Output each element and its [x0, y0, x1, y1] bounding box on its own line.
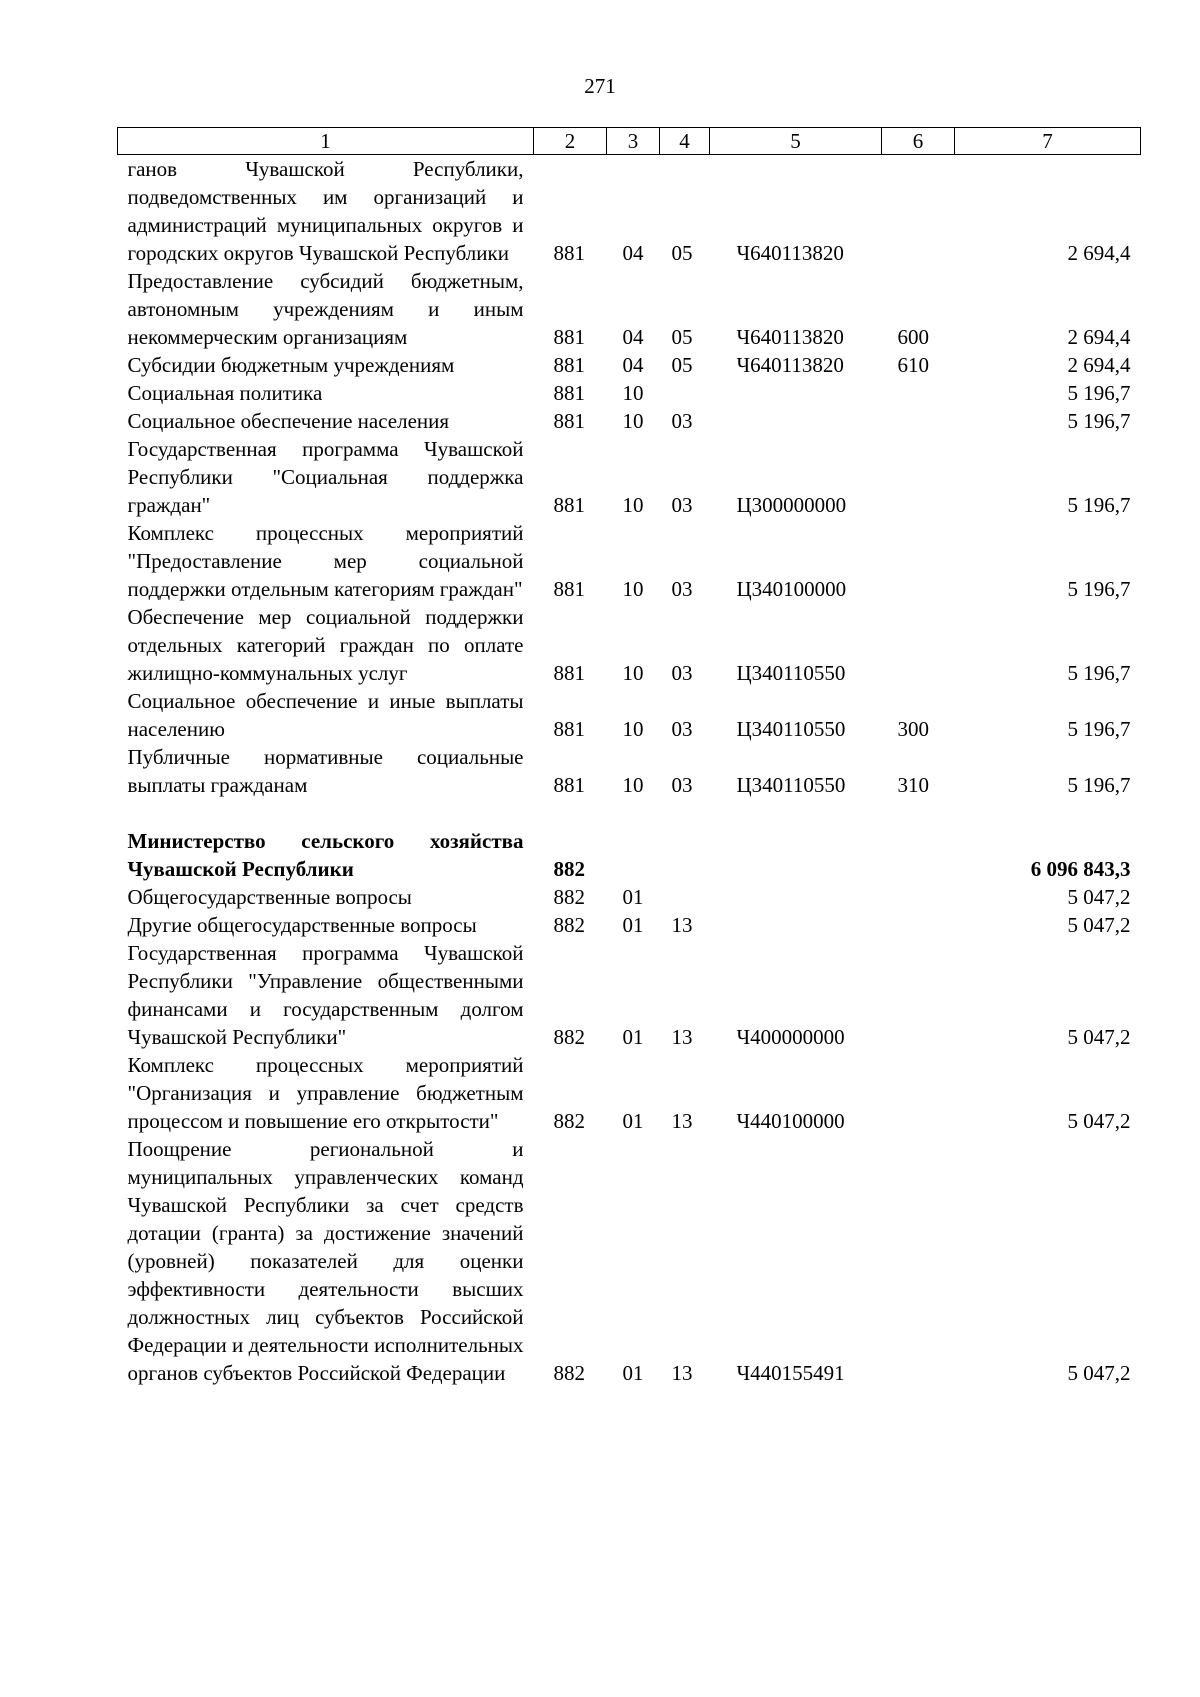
budget-table: [117, 127, 1141, 1387]
table-row: [118, 267, 1141, 351]
header-col-6: 6: [882, 128, 955, 155]
row-admin-code: 881: [553, 409, 585, 433]
row-target-article: Ч640113820: [736, 241, 844, 265]
row-amount: 5 196,7: [1067, 409, 1131, 433]
row-amount: 5 196,7: [1067, 381, 1131, 405]
row-name: Комплекс процессных мероприятий "Организация и управление бюджетным процессом и повышение его открытости": [127, 1053, 524, 1133]
row-subsection: 05: [671, 325, 693, 349]
row-section: 10: [622, 717, 644, 741]
row-section: 01: [622, 913, 644, 937]
row-amount: 5 196,7: [1067, 577, 1131, 601]
header-col-7: 7: [955, 128, 1141, 155]
row-admin-code: 881: [553, 773, 585, 797]
table-row: [118, 519, 1141, 603]
row-amount: 5 047,2: [1067, 1025, 1131, 1049]
row-target-article: [710, 827, 882, 883]
row-admin-code: 881: [553, 241, 585, 265]
row-section: 04: [622, 353, 644, 377]
header-col-3: 3: [607, 128, 660, 155]
row-target-article: Ц300000000: [736, 493, 847, 517]
row-section: 10: [622, 493, 644, 517]
row-name: Министерство сельского хозяйства Чувашской Республики: [127, 829, 524, 881]
row-target-article: Ч440155491: [736, 1361, 845, 1385]
row-section: 04: [622, 325, 644, 349]
row-expense-type: [882, 603, 955, 687]
row-target-article: Ц340100000: [736, 577, 847, 601]
row-admin-code: 882: [553, 1109, 585, 1133]
row-admin-code: 882: [553, 1025, 585, 1049]
row-subsection: 03: [671, 577, 693, 601]
row-name: Государственная программа Чувашской Республики "Социальная поддержка граждан": [127, 437, 524, 517]
row-amount: 5 196,7: [1067, 493, 1131, 517]
row-name: Публичные нормативные социальные выплаты гражданам: [127, 745, 524, 797]
row-subsection: [660, 827, 710, 883]
row-target-article: [710, 883, 882, 911]
table-row: [118, 155, 1141, 268]
row-amount: 2 694,4: [1067, 325, 1131, 349]
row-admin-code: 882: [553, 857, 585, 881]
table-row: [118, 351, 1141, 379]
row-subsection: 05: [671, 241, 693, 265]
row-target-article: Ц340110550: [736, 661, 846, 685]
row-expense-type: [882, 911, 955, 939]
row-expense-type: 610: [897, 353, 929, 377]
row-expense-type: 600: [897, 325, 929, 349]
table-row: [118, 687, 1141, 743]
row-section: 10: [622, 661, 644, 685]
row-subsection: 13: [671, 1109, 693, 1133]
row-expense-type: [882, 1135, 955, 1387]
header-col-5: 5: [710, 128, 882, 155]
row-target-article: Ц340110550: [736, 717, 846, 741]
row-subsection: [660, 883, 710, 911]
table-row: [118, 1051, 1141, 1135]
row-section: 01: [622, 1109, 644, 1133]
row-admin-code: 881: [553, 493, 585, 517]
table-header: [118, 128, 1141, 155]
table-row: [118, 827, 1141, 883]
row-subsection: 03: [671, 773, 693, 797]
row-amount: 5 047,2: [1067, 1361, 1131, 1385]
row-amount: 5 196,7: [1067, 773, 1131, 797]
row-subsection: 03: [671, 493, 693, 517]
row-amount: 2 694,4: [1067, 241, 1131, 265]
row-admin-code: 881: [553, 577, 585, 601]
table-row: [118, 939, 1141, 1051]
row-expense-type: [882, 939, 955, 1051]
row-admin-code: 881: [553, 661, 585, 685]
row-admin-code: 881: [553, 353, 585, 377]
table-row: [118, 911, 1141, 939]
row-name: Субсидии бюджетным учреждениям: [127, 353, 455, 377]
row-target-article: Ч640113820: [736, 353, 844, 377]
row-admin-code: 882: [553, 1361, 585, 1385]
header-col-4: 4: [660, 128, 710, 155]
row-section: 10: [622, 381, 644, 405]
row-name: Другие общегосударственные вопросы: [127, 913, 477, 937]
row-subsection: 03: [671, 409, 693, 433]
spacer-cell: [118, 799, 1141, 827]
row-target-article: [710, 379, 882, 407]
row-section: 10: [622, 409, 644, 433]
row-expense-type: [882, 407, 955, 435]
row-section: 10: [622, 773, 644, 797]
row-subsection: 13: [671, 1361, 693, 1385]
row-amount: 5 047,2: [1067, 913, 1131, 937]
row-expense-type: [882, 883, 955, 911]
table-row: [118, 379, 1141, 407]
row-name: Поощрение региональной и муниципальных управленческих команд Чувашской Республики за счет средств дотации (гранта) за достижение значений (уровней) показателей для оценки эффективности деятельности высших должностных лиц субъектов Российской Федерации и деятельности исполнительных органов субъектов Российской Федерации: [127, 1137, 524, 1385]
row-target-article: Ч640113820: [736, 325, 844, 349]
row-target-article: [710, 407, 882, 435]
row-target-article: Ц340110550: [736, 773, 846, 797]
row-amount: 2 694,4: [1067, 353, 1131, 377]
row-expense-type: [882, 519, 955, 603]
row-admin-code: 881: [553, 381, 585, 405]
row-amount: 5 047,2: [1067, 885, 1131, 909]
row-subsection: 13: [671, 913, 693, 937]
row-section: 01: [622, 1025, 644, 1049]
row-section: 01: [622, 1361, 644, 1385]
row-name: Предоставление субсидий бюджетным, автономным учреждениям и иным некоммерческим организациям: [127, 269, 524, 349]
row-subsection: 13: [671, 1025, 693, 1049]
row-admin-code: 882: [553, 913, 585, 937]
table-body: [118, 155, 1141, 1388]
header-col-1: 1: [118, 128, 534, 155]
row-amount: 5 047,2: [1067, 1109, 1131, 1133]
spacer-row: [118, 799, 1141, 827]
row-name: Социальное обеспечение и иные выплаты населению: [127, 689, 524, 741]
row-subsection: 03: [671, 717, 693, 741]
table-row: [118, 407, 1141, 435]
row-subsection: 03: [671, 661, 693, 685]
table-row: [118, 883, 1141, 911]
table-row: [118, 743, 1141, 799]
row-name: Обеспечение мер социальной поддержки отдельных категорий граждан по оплате жилищно-коммунальных услуг: [127, 605, 524, 685]
row-name: Комплекс процессных мероприятий "Предоставление мер социальной поддержки отдельным категориям граждан": [127, 521, 524, 601]
row-subsection: [660, 379, 710, 407]
row-admin-code: 882: [553, 885, 585, 909]
row-expense-type: [882, 827, 955, 883]
row-expense-type: [882, 379, 955, 407]
row-expense-type: [882, 1051, 955, 1135]
page-number: 271: [584, 74, 616, 98]
row-amount: 6 096 843,3: [1030, 857, 1131, 881]
row-name: Общегосударственные вопросы: [127, 885, 412, 909]
row-name: Государственная программа Чувашской Республики "Управление общественными финансами и государственным долгом Чувашской Республики": [127, 941, 524, 1049]
row-section: [607, 827, 660, 883]
row-section: 10: [622, 577, 644, 601]
row-amount: 5 196,7: [1067, 717, 1131, 741]
row-expense-type: 300: [897, 717, 929, 741]
row-admin-code: 881: [553, 717, 585, 741]
header-col-2: 2: [534, 128, 607, 155]
row-name: Социальная политика: [127, 381, 323, 405]
row-expense-type: 310: [897, 773, 929, 797]
row-admin-code: 881: [553, 325, 585, 349]
table-row: [118, 603, 1141, 687]
row-expense-type: [882, 155, 955, 268]
row-section: 01: [622, 885, 644, 909]
row-target-article: [710, 911, 882, 939]
row-target-article: Ч400000000: [736, 1025, 845, 1049]
row-expense-type: [882, 435, 955, 519]
row-subsection: 05: [671, 353, 693, 377]
table-row: [118, 1135, 1141, 1387]
row-amount: 5 196,7: [1067, 661, 1131, 685]
row-name: ганов Чувашской Республики, подведомственных им организаций и администраций муниципальных округов и городских округов Чувашской Республики: [127, 157, 524, 265]
row-name: Социальное обеспечение населения: [127, 409, 450, 433]
row-target-article: Ч440100000: [736, 1109, 845, 1133]
table-row: [118, 435, 1141, 519]
row-section: 04: [622, 241, 644, 265]
